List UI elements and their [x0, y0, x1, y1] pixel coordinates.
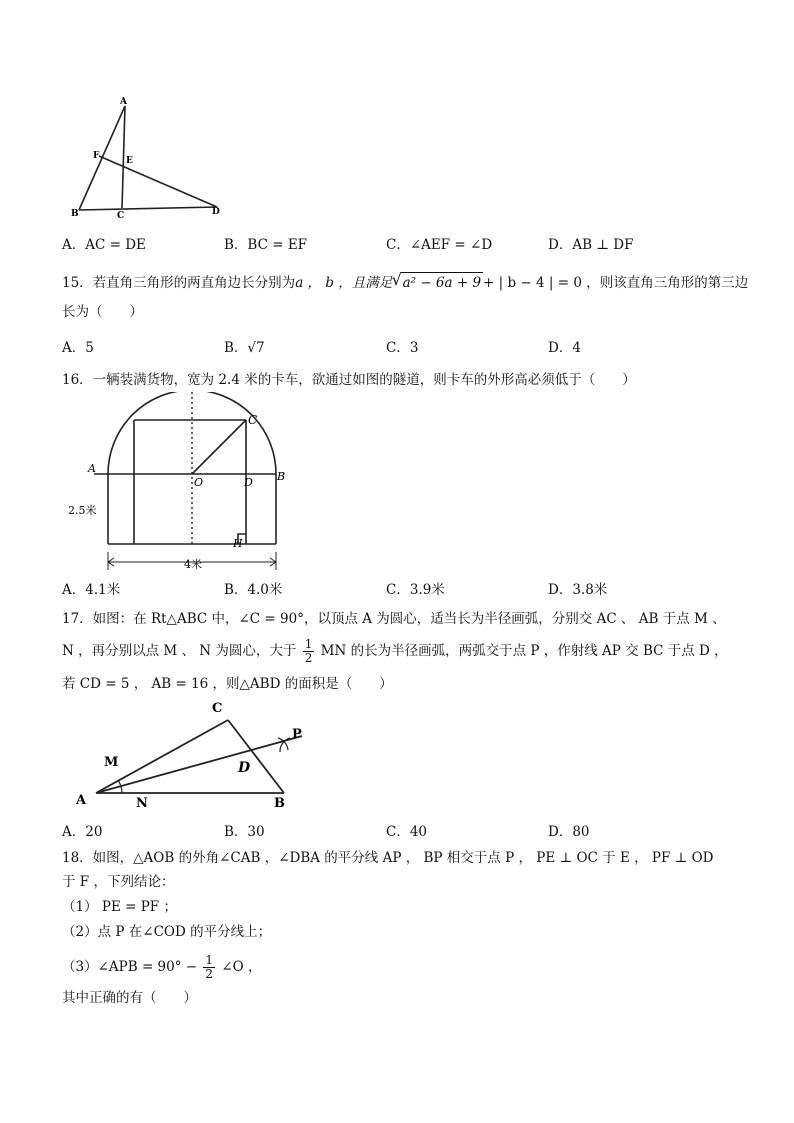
label-b: B: [277, 470, 286, 483]
label-a: A: [120, 97, 127, 107]
q16-stem: 16．一辆装满货物，宽为 2.4 米的卡车，欲通过如图的隧道，则卡车的外形高必须低于（ ）: [62, 372, 636, 388]
label-a: A: [76, 793, 87, 808]
q17-line3: 若 CD = 5 ， AB = 16 ，则△ABD 的面积是（ ）: [62, 676, 393, 692]
q18-line2: 于 F ，下列结论：: [62, 874, 175, 890]
label-m: M: [104, 755, 119, 770]
q15-option-d: D．4: [548, 340, 581, 356]
q14-option-a: A．AC = DE: [62, 237, 146, 253]
q14-option-b: B．BC = EF: [224, 237, 308, 253]
frac-den: 2: [205, 967, 214, 981]
label-d: D: [212, 207, 220, 217]
q16-option-a: A．4.1米: [62, 582, 121, 598]
q18-conclusion-2: （2）点 P 在∠COD 的平分线上；: [62, 924, 272, 940]
q17-option-a: A．20: [62, 824, 103, 840]
sqrt-radical: √ a² − 6a + 9: [391, 270, 482, 291]
tunnel-figure-q16: [66, 392, 296, 578]
fraction-half: [203, 954, 215, 981]
q18-line1: 18．如图，△AOB 的外角∠CAB ，∠DBA 的平分线 AP ， BP 相交于点 P ， PE ⊥ OC 于 E ， PF ⊥ OD: [62, 850, 714, 866]
q15-stem-start: 15．若直角三角形的两直角边长分别为: [62, 275, 296, 291]
label-d: D: [238, 760, 251, 776]
q17-option-d: D．80: [548, 824, 590, 840]
q15-line2: 长为（ ）: [62, 304, 143, 320]
frac-num: 1: [205, 953, 214, 967]
q15-stem-end: + | b − 4 | = 0 ，则该直角三角形的第三边: [483, 275, 749, 291]
q15-line1: [62, 272, 748, 293]
label-b: B: [71, 209, 79, 219]
q15-option-b: B．√7: [224, 340, 265, 356]
q17-option-c: C．40: [386, 824, 428, 840]
side-length-label: 2.5米: [68, 504, 97, 517]
q17-option-b: B．30: [224, 824, 265, 840]
label-b: B: [274, 796, 285, 811]
q16-option-d: D．3.8米: [548, 582, 608, 598]
q18-conclusion-1: （1） PE = PF ；: [62, 899, 177, 915]
label-e: E: [126, 156, 133, 166]
label-c: C: [212, 701, 223, 716]
q15-option-a: A．5: [62, 340, 94, 356]
label-a: A: [88, 462, 96, 475]
fraction-half: [303, 638, 315, 665]
triangle-figure-q17: [66, 700, 312, 812]
q17-line2-end: MN 的长为半径画弧，两弧交于点 P ，作射线 AP 交 BC 于点 D ，: [320, 643, 728, 659]
label-p: P: [292, 727, 302, 742]
q18-prompt: 其中正确的有（ ）: [62, 990, 197, 1006]
triangle-figure-q14: [66, 92, 226, 222]
q16-option-b: B．4.0米: [224, 582, 283, 598]
q18-c3-end: ∠O ，: [221, 959, 262, 975]
q17-line2: [62, 638, 728, 665]
q14-option-d: D．AB ⊥ DF: [548, 237, 634, 253]
label-n: N: [136, 796, 148, 811]
label-o: O: [194, 476, 204, 489]
q18-conclusion-3: [62, 954, 262, 981]
q15-option-c: C．3: [386, 340, 419, 356]
q16-option-c: C．3.9米: [386, 582, 445, 598]
frac-num: 1: [304, 637, 313, 651]
frac-den: 2: [304, 651, 313, 665]
label-c: C: [117, 211, 125, 221]
q15-stem-vars: a ， b ，且满足: [295, 275, 393, 291]
label-c: C: [248, 413, 258, 427]
q14-option-c: C．∠AEF = ∠D: [386, 237, 493, 253]
label-f: F: [93, 151, 100, 161]
label-d: D: [244, 476, 253, 489]
label-h: H: [233, 537, 243, 550]
q15-sqrt-content: a² − 6a + 9: [402, 275, 482, 291]
q18-c3-start: （3）∠APB = 90° −: [62, 959, 198, 975]
q17-line2-start: N ，再分别以点 M 、 N 为圆心，大于: [62, 643, 297, 659]
q17-line1: 17．如图：在 Rt△ABC 中，∠C = 90°，以顶点 A 为圆心，适当长为半径画弧，分别交 AC 、 AB 于点 M 、: [62, 611, 726, 627]
bottom-length-label: 4米: [184, 558, 202, 571]
